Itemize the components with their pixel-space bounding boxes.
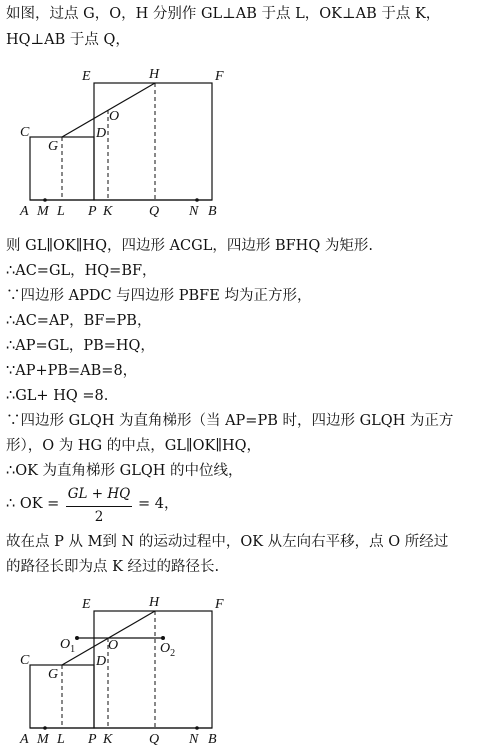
- fig1-label-m: M: [37, 204, 49, 219]
- fig1-label-h: H: [149, 67, 160, 82]
- fig2-label-e: E: [82, 597, 91, 612]
- fig2-label-k: K: [103, 732, 113, 747]
- fig2-label-m: M: [37, 732, 49, 747]
- fig2-label-p: P: [88, 732, 97, 747]
- fig2-label-o1-sub: 1: [70, 644, 76, 655]
- fig2-label-b: B: [208, 732, 217, 747]
- fig1-label-e: E: [82, 69, 91, 84]
- fig2-label-d: D: [96, 654, 107, 669]
- fig2-label-c: C: [20, 653, 30, 668]
- text-line-6: ∴AC=AP，BF=PB，: [6, 313, 152, 329]
- text-line-4: ∴AC=GL，HQ=BF，: [6, 263, 157, 279]
- fig2-label-a: A: [20, 732, 29, 747]
- fig2-label-h: H: [149, 595, 160, 610]
- text-line-2: HQ⊥AB 于点 Q，: [6, 32, 130, 48]
- fig1-label-o: O: [109, 109, 120, 124]
- fig1-label-k: K: [103, 204, 113, 219]
- text-line-14: 故在点 P 从 M到 N 的运动过程中，OK 从左向右平移，点 O 所经过: [6, 534, 449, 550]
- fig2-label-o2: [160, 641, 175, 659]
- text-line-13-prefix: ∴ OK =: [6, 496, 60, 512]
- fig2-label-n: N: [189, 732, 199, 747]
- fig1-label-p: P: [88, 204, 97, 219]
- text-line-13-suffix: = 4，: [138, 496, 179, 512]
- fraction-denominator: 2: [94, 509, 104, 525]
- fig1-label-n: N: [189, 204, 199, 219]
- text-line-1: 如图，过点 G，O，H 分别作 GL⊥AB 于点 L，OK⊥AB 于点 K，: [6, 6, 441, 22]
- fig2-label-o2-main: O: [160, 641, 171, 656]
- fig2-label-g: G: [48, 667, 59, 682]
- fig2-label-o2-sub: 2: [170, 648, 176, 659]
- fig2-label-q: Q: [149, 732, 160, 747]
- fraction-bar: [66, 506, 132, 507]
- fig1-label-d: D: [96, 126, 107, 141]
- fig1-label-q: Q: [149, 204, 160, 219]
- fig2-label-o1-main: O: [60, 637, 71, 652]
- fig2-label-l: L: [57, 732, 65, 747]
- fig1-label-f: F: [215, 69, 224, 84]
- fig1-label-g: G: [48, 139, 59, 154]
- text-line-3: 则 GL∥OK∥HQ，四边形 ACGL，四边形 BFHQ 为矩形.: [6, 238, 373, 254]
- text-line-5: ∵四边形 APDC 与四边形 PBFE 均为正方形，: [6, 288, 312, 304]
- text-line-12: ∴OK 为直角梯形 GLQH 的中位线，: [6, 463, 243, 479]
- fig1-label-b: B: [208, 204, 217, 219]
- geometry-figure-1: [0, 60, 240, 225]
- fraction-numerator: GL + HQ: [67, 486, 131, 502]
- fig1-label-a: A: [20, 204, 29, 219]
- text-line-11: 形），O 为 HG 的中点，GL∥OK∥HQ，: [6, 438, 262, 454]
- fig1-label-c: C: [20, 125, 30, 140]
- text-line-10: ∵四边形 GLQH 为直角梯形（当 AP=PB 时，四边形 GLQH 为正方: [6, 413, 454, 429]
- fraction: [64, 486, 134, 526]
- fig1-label-l: L: [57, 204, 65, 219]
- fig2-label-o1: [60, 637, 75, 655]
- text-line-9: ∴GL+ HQ =8.: [6, 388, 109, 404]
- fig2-label-f: F: [215, 597, 224, 612]
- text-line-8: ∵AP+PB=AB=8，: [6, 363, 138, 379]
- fig2-label-o: O: [108, 638, 119, 653]
- geometry-figure-2: [0, 590, 240, 750]
- text-line-15: 的路径长即为点 K 经过的路径长.: [6, 559, 220, 575]
- text-line-7: ∴AP=GL，PB=HQ，: [6, 338, 155, 354]
